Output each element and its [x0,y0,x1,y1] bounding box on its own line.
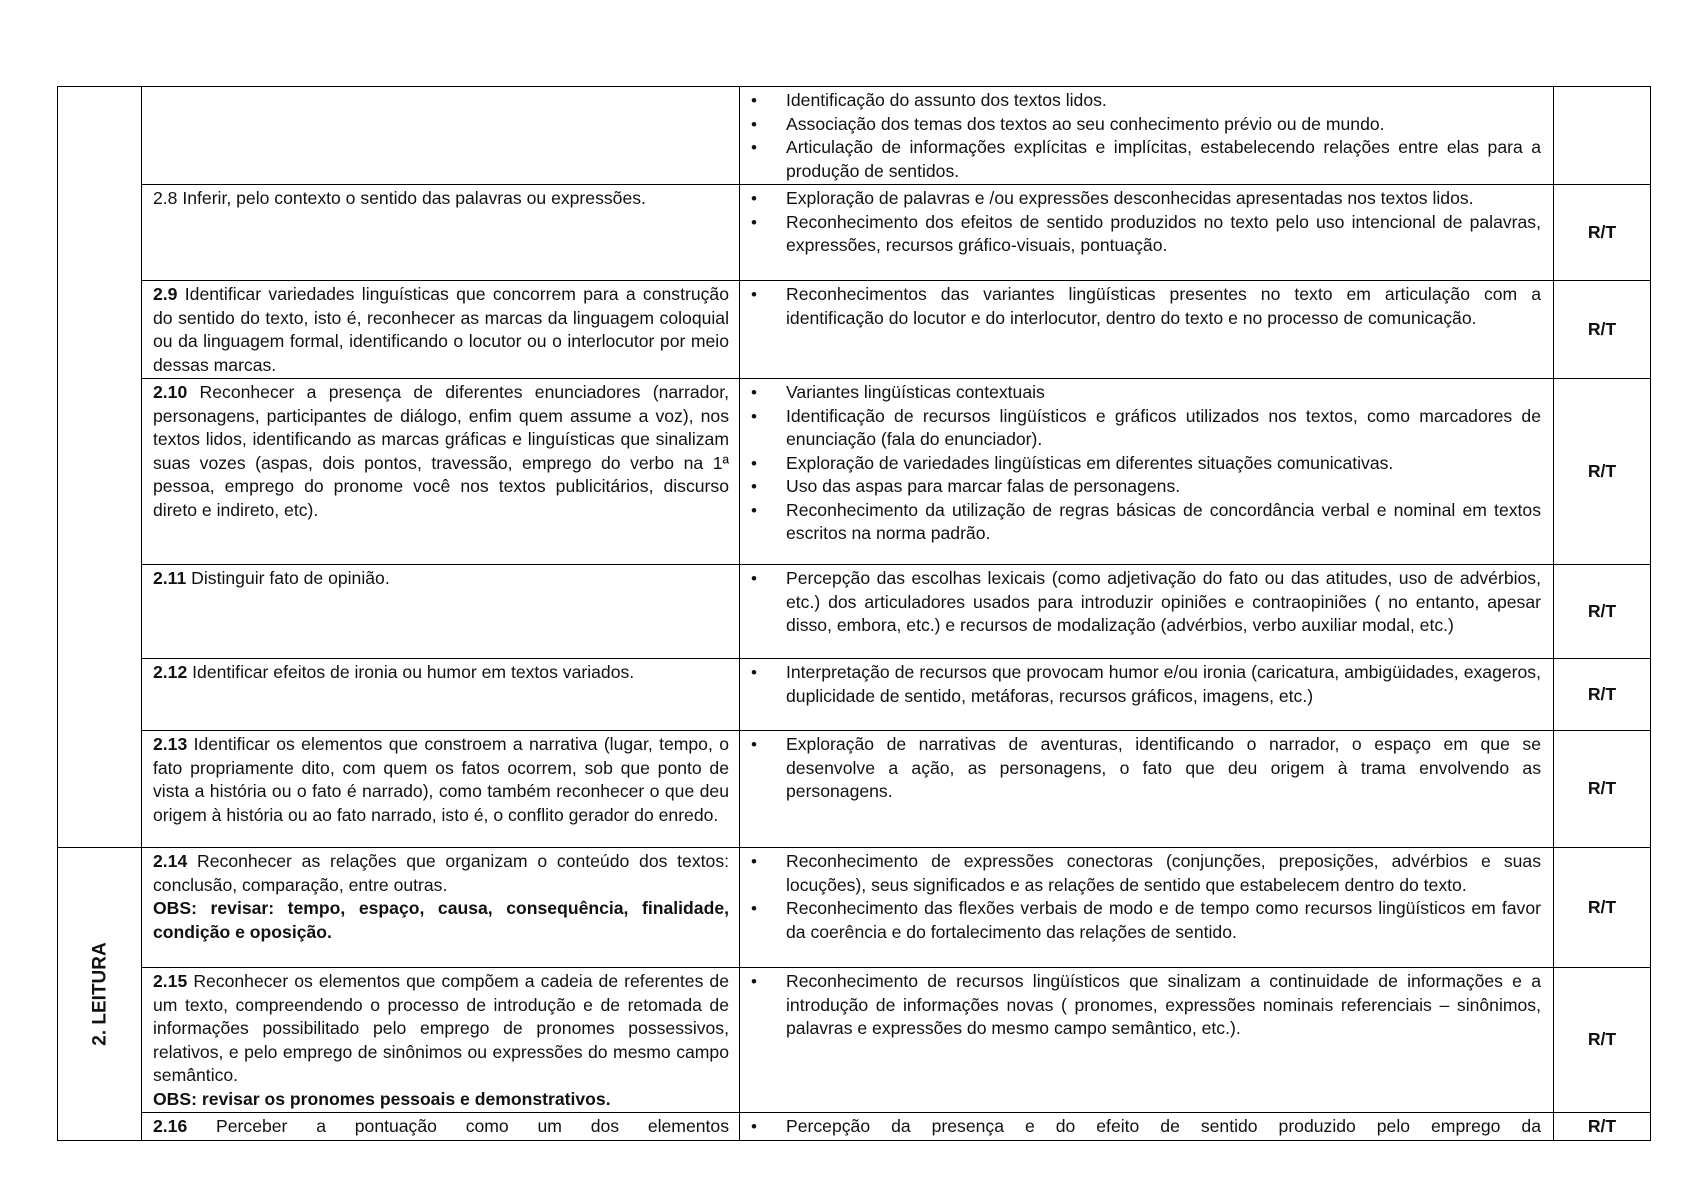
content-cell [740,87,1554,185]
list-item: • Reconhecimento dos efeitos de sentido produzidos no texto pelo uso intencional de palavras, expressões, recursos gráfico-visuais, pontuação. [750,211,1541,258]
skill-cell [142,731,740,848]
skill-cell [142,659,740,731]
table-row [58,659,1651,731]
list-item: • Percepção da presença e do efeito de sentido produzido pelo emprego da [750,1115,1541,1139]
list-item: • Uso das aspas para marcar falas de personagens. [750,475,1541,499]
rt-label: R/T [1554,731,1651,848]
list-item: • Reconhecimento da utilização de regras básicas de concordância verbal e nominal em textos escritos na norma padrão. [750,499,1541,546]
area-cell [58,848,142,1141]
rt-label: R/T [1554,185,1651,281]
obs-note: OBS: revisar os pronomes pessoais e demonstrativos. [153,1088,611,1109]
rt-cell [1554,87,1651,185]
skill-text: Identificar efeitos de ironia ou humor em textos variados. [192,662,635,682]
skill-text: Perceber a pontuação como um dos elementos [216,1116,730,1136]
list-item: • Variantes lingüísticas contextuais [750,381,1541,405]
skill-text: Distinguir fato de opinião. [191,568,390,588]
list-item: • Interpretação de recursos que provocam humor e/ou ironia (caricatura, ambigüidades, exageros, duplicidade de sentido, metáforas, recursos gráficos, imagens, etc.) [750,661,1541,708]
rt-label: R/T [1554,1113,1651,1141]
skill-number: 2.12 [153,662,188,682]
table-row [58,968,1651,1113]
rt-label: R/T [1554,281,1651,379]
skill-number: 2.13 [153,734,188,754]
content-cell [740,281,1554,379]
content-cell [740,565,1554,659]
rt-label: R/T [1554,848,1651,968]
table-row [58,185,1651,281]
list-item: • Articulação de informações explícitas e implícitas, estabelecendo relações entre elas para a produção de sentidos. [750,136,1541,183]
skill-cell [142,379,740,565]
skill-text: Identificar variedades linguísticas que concorrem para a construção do sentido do texto, isto é, reconhecer as marcas da linguagem coloquial ou da linguagem formal, identificando o locutor ou o interlocutor por meio dessas marcas. [153,284,729,375]
content-cell [740,379,1554,565]
skill-number: 2.14 [153,851,188,871]
area-cell-empty [58,87,142,848]
skill-number: 2.10 [153,382,188,402]
skill-cell [142,1113,740,1141]
skill-text: Reconhecer as relações que organizam o conteúdo dos textos: conclusão, comparação, entre outras. [153,851,729,895]
rt-label: R/T [1554,565,1651,659]
table-row [58,87,1651,185]
skill-cell [142,565,740,659]
content-cell [740,848,1554,968]
content-cell [740,731,1554,848]
table-row [58,731,1651,848]
rt-label: R/T [1554,659,1651,731]
skill-text: 2.8 Inferir, pelo contexto o sentido das palavras ou expressões. [153,188,646,208]
skill-cell [142,185,740,281]
skill-cell [142,848,740,968]
rt-label: R/T [1554,379,1651,565]
skill-number: 2.16 [153,1116,188,1136]
curriculum-table [57,86,1651,1141]
list-item: • Percepção das escolhas lexicais (como adjetivação do fato ou das atitudes, uso de advérbios, etc.) dos articuladores usados para introduzir opiniões e contraopiniões ( no entanto, apesar disso, embora, etc.) e recursos de modalização (advérbios, verbo auxiliar modal, etc.) [750,567,1541,638]
obs-note: OBS: revisar: tempo, espaço, causa, consequência, finalidade, condição e oposição. [153,898,729,942]
list-item: • Reconhecimentos das variantes lingüísticas presentes no texto em articulação com a identificação do locutor e do interlocutor, dentro do texto e no processo de comunicação. [750,283,1541,330]
skill-cell [142,87,740,185]
list-item: • Identificação do assunto dos textos lidos. [750,89,1541,113]
table-row [58,848,1651,968]
list-item: • Reconhecimento de recursos lingüísticos que sinalizam a continuidade de informações e a introdução de informações novas ( pronomes, expressões nominais referenciais – sinônimos, palavras e expressões do mesmo campo semântico, etc.). [750,970,1541,1041]
content-cell [740,659,1554,731]
table-row [58,565,1651,659]
content-cell [740,185,1554,281]
skill-text: Reconhecer os elementos que compõem a cadeia de referentes de um texto, compreendendo o processo de introdução e de retomada de informações possibilitado pelo emprego de pronomes possessivos, relativos, e pelo emprego de sinônimos ou expressões do mesmo campo semântico. [153,971,730,1085]
skill-text: Identificar os elementos que constroem a narrativa (lugar, tempo, o fato propriamente dito, com quem os fatos ocorrem, sob que ponto de vista a história ou o fato é narrado), como também reconhecer o que deu origem à história ou ao fato narrado, isto é, o conflito gerador do enredo. [153,734,729,825]
table-row [58,379,1651,565]
skill-number: 2.11 [153,568,187,588]
list-item: • Exploração de palavras e /ou expressões desconhecidas apresentadas nos textos lidos. [750,187,1541,211]
skill-number: 2.9 [153,284,178,304]
table-row [58,1113,1651,1141]
content-cell [740,1113,1554,1141]
list-item: • Exploração de narrativas de aventuras, identificando o narrador, o espaço em que se desenvolve a ação, as personagens, o fato que deu origem à trama envolvendo as personagens. [750,733,1541,804]
list-item: • Reconhecimento das flexões verbais de modo e de tempo como recursos lingüísticos em favor da coerência e do fortalecimento das relações de sentido. [750,897,1541,944]
area-label: 2. LEITURA [88,942,110,1046]
list-item: • Associação dos temas dos textos ao seu conhecimento prévio ou de mundo. [750,113,1541,137]
skill-cell [142,968,740,1113]
list-item: • Identificação de recursos lingüísticos e gráficos utilizados nos textos, como marcadores de enunciação (fala do enunciador). [750,405,1541,452]
rt-label: R/T [1554,968,1651,1113]
list-item: • Exploração de variedades lingüísticas em diferentes situações comunicativas. [750,452,1541,476]
skill-number: 2.15 [153,971,188,991]
content-cell [740,968,1554,1113]
skill-cell [142,281,740,379]
table-row [58,281,1651,379]
skill-text: Reconhecer a presença de diferentes enunciadores (narrador, personagens, participantes de diálogo, enfim quem assume a voz), nos textos lidos, identificando as marcas gráficas e linguísticas que sinalizam suas vozes (aspas, dois pontos, travessão, emprego do verbo na 1ª pessoa, emprego do pronome você nos textos publicitários, discurso direto e indireto, etc). [153,382,729,520]
list-item: • Reconhecimento de expressões conectoras (conjunções, preposições, advérbios e suas locuções), seus significados e as relações de sentido que estabelecem dentro do texto. [750,850,1541,897]
